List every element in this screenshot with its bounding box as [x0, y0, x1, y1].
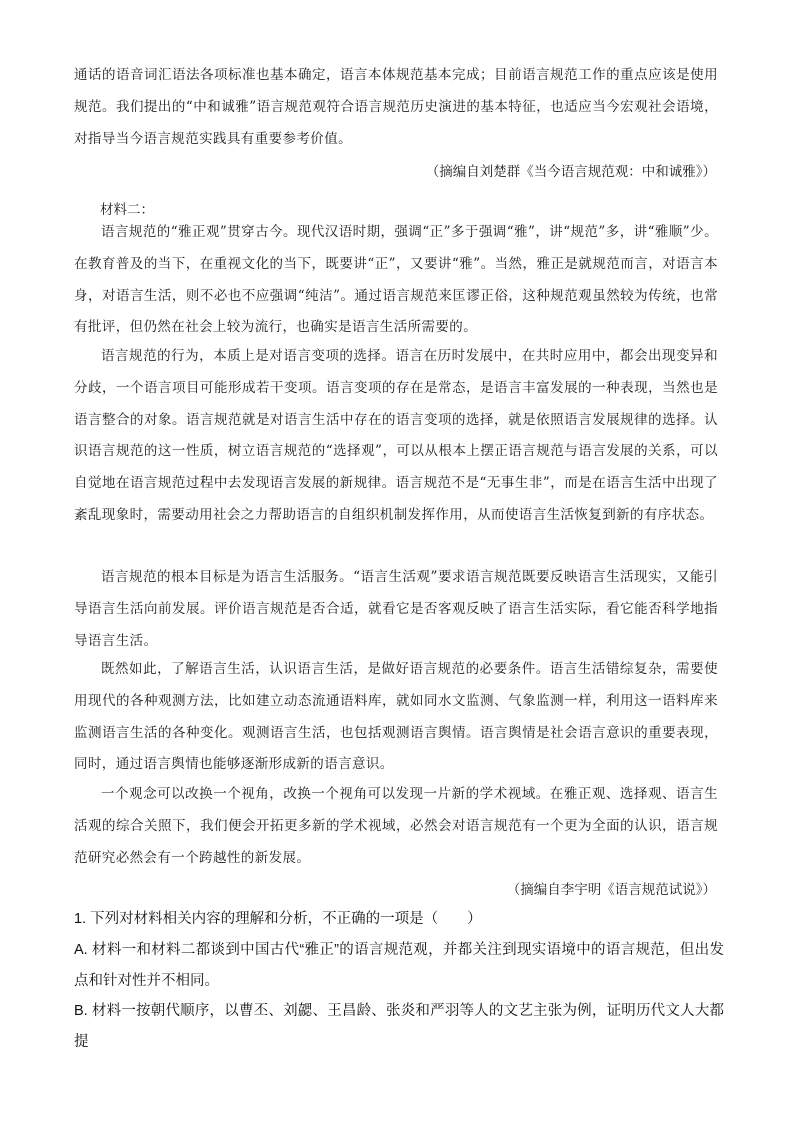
paragraph-selection: 语言规范的行为，本质上是对语言变项的选择。语言在历时发展中，在共时应用中，都会出现变异和分歧，一个语言项目可能形成若干变项。语言变项的存在是常态，是语言丰富发展的一种表现，当然也是语言整合的对象。语言规范就是对语言生活中存在的语言变项的选择，就是依照语言发展规律的选择。认识语言规范的这一性质，树立语言规范的“选择观”，可以从根本上摆正语言规范与语言发展的关系，可以自觉地在语言规范过程中去发现语言发展的新规律。语言规范不是“无事生非”，而是在语言生活中出现了紊乱现象时，需要动用社会之力帮助语言的自组织机制发挥作用，从而使语言生活恢复到新的有序状态。 — [74, 348, 718, 523]
paragraph-observation: 既然如此，了解语言生活，认识语言生活，是做好语言规范的必要条件。语言生活错综复杂，需要使用现代的各种观测方法，比如建立动态流通语料库，就如同水文监测、气象监测一样，利用这一语料库来监测语言生活的各种变化。观测语言生活，也包括观测语言舆情。语言舆情是社会语言意识的重要表现，同时，通过语言舆情也能够逐渐形成新的语言意识。 — [74, 661, 718, 773]
option-b: B. 材料一按朝代顺序，以曹丕、刘勰、王昌龄、张炎和严羽等人的文艺主张为例，证明历代文人大都提 — [74, 1003, 724, 1050]
paragraph-language-life: 语言规范的根本目标是为语言生活服务。“语言生活观”要求语言规范既要反映语言生活现实，又能引导语言生活向前发展。评价语言规范是否合适，就看它是否客观反映了语言生活实际，看它能否科学地指导语言生活。 — [74, 569, 718, 649]
paragraph-conclusion: 一个观念可以改换一个视角，改换一个视角可以发现一片新的学术视域。在雅正观、选择观、语言生活观的综合关照下，我们便会开拓更多新的学术视域，必然会对语言规范有一个更为全面的认识，语言规范研究必然会有一个跨越性的新发展。 — [74, 786, 718, 866]
option-a: A. 材料一和材料二都谈到中国古代“雅正”的语言规范观，并都关注到现实语境中的语言规范，但出发点和针对性并不相同。 — [74, 942, 724, 989]
question-stem: 1. 下列对材料相关内容的理解和分析，不正确的一项是（ ） — [74, 911, 482, 927]
source-citation-1: （摘编自刘楚群《当今语言规范观：中和诚雅》） — [425, 164, 716, 180]
paragraph-material1-end: 通话的语音词汇语法各项标准也基本确定，语言本体规范基本完成；目前语言规范工作的重点应该是使用规范。我们提出的“中和诚雅”语言规范观符合语言规范历史演进的基本特征，也适应当今宏观社会语境，对指导当今语言规范实践具有重要参考价值。 — [74, 67, 718, 147]
paragraph-yazheng: 语言规范的“雅正观”贯穿古今。现代汉语时期，强调“正”多于强调“雅”，讲“规范”多，讲“雅顺”少。在教育普及的当下，在重视文化的当下，既要讲“正”，又要讲“雅”。当然，雅正是就规范而言，对语言本身，对语言生活，则不必也不应强调“纯洁”。通过语言规范来匡谬正俗，这种规范观虽然较为传统，也常有批评，但仍然在社会上较为流行，也确实是语言生活所需要的。 — [74, 224, 718, 336]
source-citation-2: （摘编自李宇明《语言规范试说》） — [506, 882, 716, 898]
material2-heading: 材料二： — [100, 202, 154, 218]
